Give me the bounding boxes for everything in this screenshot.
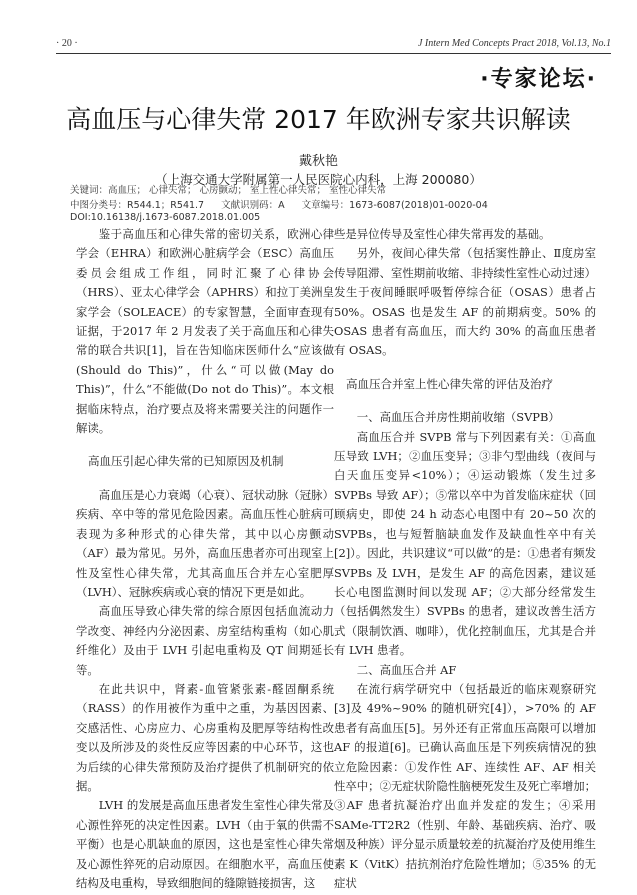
header-rule xyxy=(56,53,611,54)
article-number: 文章编号：1673-6087(2018)01-0020-04 xyxy=(301,200,488,211)
body-paragraph: 高血压合并 SVPB 常与下列因素有关：①高血压导致 LVH；②血压变异；③非勺型曲线（夜间与白天血压变异<10%）；④运动锻炼（发生过多 SVPBs 导致 AF）；⑤常以卒中为首发临床症状（回顾病史，即使 24 h 动态心电图中有 20~50 次的 SVPBs，也与短暂脑缺血发作及缺血性卒中有关[2]）。因此，共识建议“可以做”的是：①患者有频发 SVPBs 及 LVH，是发生 AF 的高危因素，建议延长心电图监测时间以发现 AF；②大部分经常发生（包括偶然发生）SVPBs 的患者，建议改善生活方式（限制饮酒、咖啡），优化控制血压，尤其是合并有 LVH 患者。 xyxy=(334,429,596,658)
body-paragraph: 在此共识中，肾素-血管紧张素-醛固酮系统（RASS）的作用被作为重中之重，为基因因素、交感活性、心房应力、心房重构及肥厚等结构性改变以及所涉及的炎性反应等因素的中心环节，这也为后续的心律失常预防及治疗提供了机制研究的依据。 xyxy=(76,681,334,793)
keywords: 关键词：高血压； 心律失常； 心房颤动； 室上性心律失常； 室性心律失常 xyxy=(70,185,387,196)
left-column xyxy=(76,225,334,893)
intro-paragraph: 鉴于高血压和心律失常的密切关系，欧洲心律学会（EHRA）和欧洲心脏病学会（ESC）高血压委员会组成工作组，同时汇聚了心律协会（HRS）、亚太心律学会（APHRS）和拉丁美洲皇家学会（SOLEACE）的专家智慧，全面审查现有证据，于2017 年 2 月发表了关于高血压和心律失常的联合共识[1]，旨在告知临床医师什么“应该做(Should do This)”，什么“可以做(May do This)”，什么“不能做(Do not do This)”。本文根据临床特点，治疗要点及将来需要关注的问题作一解读。 xyxy=(76,227,334,436)
page-number: · 20 · xyxy=(56,38,78,49)
section-heading: 高血压合并室上性心律失常的评估及治疗 xyxy=(346,376,553,391)
subsection-heading: 二、高血压合并 AF xyxy=(356,662,457,677)
body-paragraph: 些是异位传导及室性心律失常再发的基础。 xyxy=(334,227,551,241)
body-paragraph: LVH 的发展是高血压患者发生室性心律失常及心源性猝死的决定性因素。LVH（由于氧的供需不平衡）也是心肌缺血的原因，这也是室性心律失常及心源性猝死的启动原因。在细胞水平，高血压使结构及电重构，导致细胞间的缝隙链接损害，这 xyxy=(76,798,334,890)
classification-line xyxy=(70,197,502,211)
subsection-heading: 一、高血压合并房性期前收缩（SVPB） xyxy=(356,410,560,425)
doi: DOI:10.16138/j.1673-6087.2018.01.005 xyxy=(70,212,261,223)
author-affiliation: （上海交通大学附属第一人民医院心内科，上海 200080） xyxy=(155,172,482,187)
section-tag: ·专家论坛· xyxy=(480,67,597,92)
clc-number: 中图分类号：R544.1；R541.7 xyxy=(70,200,205,211)
section-heading: 高血压引起心律失常的已知原因及机制 xyxy=(88,454,284,469)
journal-citation: J Intern Med Concepts Pract 2018, Vol.13, No.1 xyxy=(417,38,611,49)
body-paragraph: 高血压是心力衰竭（心衰）、冠状动脉（冠脉）疾病、卒中等的常见危险因素。高血压性心脏病可表现为多种形式的心律失常，其中以心房颤动（AF）最为常见。另外，高血压患者亦可出现室上性及室性心律失常，尤其高血压合并左心室肥厚（LVH）、冠脉疾病或心衰的情况下更是如此。 xyxy=(76,487,334,599)
body-paragraph: 另外，夜间心律失常（包括窦性静止、Ⅱ度房室传导阻滞、室性期前收缩、非持续性室性心动过速）发生于夜间睡眠呼吸暂停综合征（OSAS）患者占 50%。OSAS 也是发生 AF 的前期病变。50% 的 OSAS 患者有高血压，而大约 30% 的高血压患者有 OSAS。 xyxy=(334,246,596,358)
right-column xyxy=(334,225,596,893)
document-code: 文献识别码：A xyxy=(221,200,285,211)
body-paragraph: 高血压导致心律失常的综合原因包括血流动力学改变、神经内分泌因素、房室结构重构（如心肌纤维化）及由于 LVH 引起电重构及 QT 间期延长等。 xyxy=(76,604,334,677)
article-title: 高血压与心律失常 2017 年欧洲专家共识解读 xyxy=(66,105,571,134)
article-author: 戴秋艳 xyxy=(298,154,338,169)
body-paragraph: 在流行病学研究中（包括最近的临床观察研究[3]及 49%~90% 的随机研究[4]），>70% 的 AF 患者有高血压[5]。另外还有正常血压高限可以增加 AF 的报道[6]。已确认高血压是下列疾病情况的独立危险因素：①发作性 AF、连续性 AF、AF 相关性卒中；②无症状阶隐性脑梗死发生及死亡率增加；③AF 患者抗凝治疗出血并发症的发生；④采用 SAMe-TT2R2（性别、年龄、基础疾病、治疗、吸烟及种族）评分显示质量较差的抗凝治疗及使用维生素 K（VitK）拮抗剂治疗危险性增加；⑤35% 的无症状 xyxy=(334,681,596,890)
